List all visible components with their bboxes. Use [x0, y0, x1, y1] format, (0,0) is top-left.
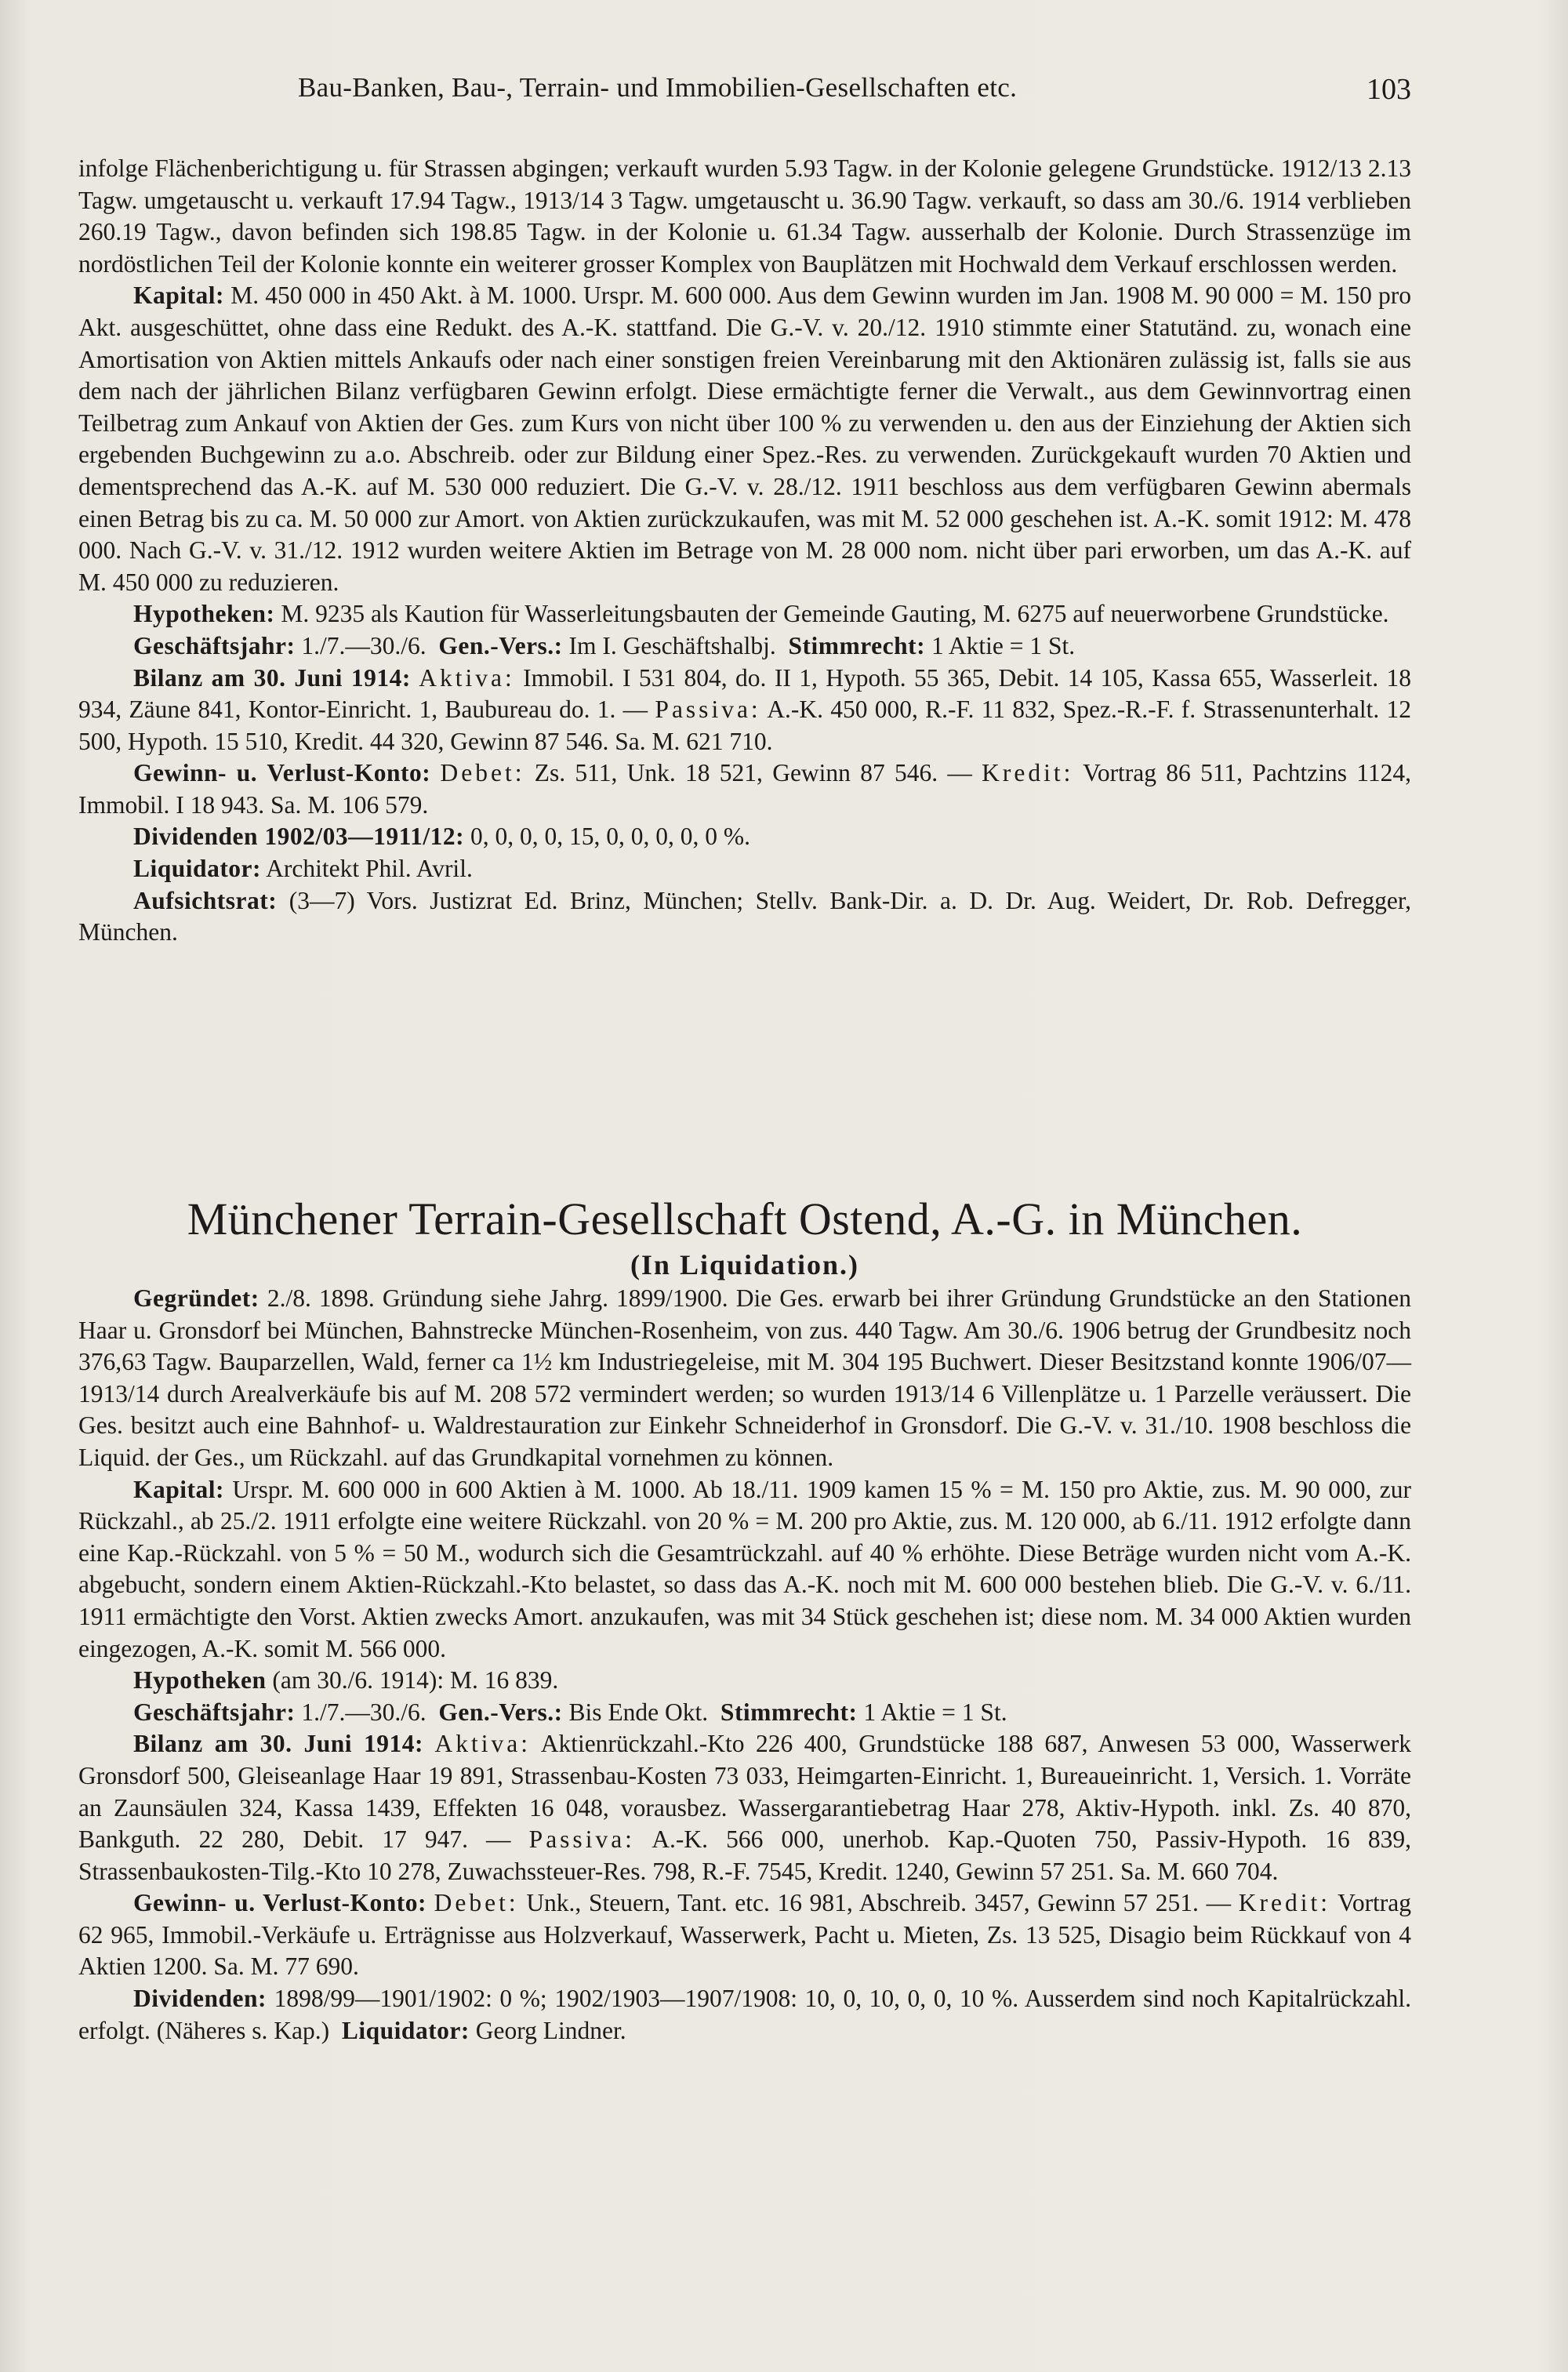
- genvers-label: Gen.-Vers.:: [438, 1698, 563, 1726]
- bilanz-label: Bilanz am 30. Juni 1914:: [133, 1730, 423, 1758]
- guv-label: Gewinn- u. Verlust-Konto:: [133, 759, 431, 787]
- aufsichtsrat-paragraph: [78, 885, 1411, 949]
- page-header: [0, 72, 1568, 119]
- page-number: 103: [1367, 73, 1411, 106]
- guv-paragraph: [78, 757, 1411, 821]
- stimmrecht-text: 1 Aktie = 1 St.: [863, 1698, 1007, 1726]
- kredit-label: Kredit:: [982, 759, 1074, 787]
- stimmrecht-text: 1 Aktie = 1 St.: [931, 631, 1076, 659]
- geschaeftsjahr-text: 1./7.—30./6.: [301, 631, 426, 659]
- section-ostend-company: [78, 1192, 1411, 2047]
- genvers-text: Im I. Geschäftshalbj.: [568, 631, 776, 659]
- stimmrecht-label: Stimmrecht:: [788, 631, 926, 659]
- land-report-paragraph: infolge Flächenberichtigung u. für Strassen abgingen; verkauft wurden 5.93 Tagw. in der Kolonie gelegene Grundstücke. 1912/13 2.13 Tagw. umgetauscht u. verkauft 17.94 Tagw., 1913/14 3 Tagw. umgetauscht u. 36.90 Tagw. verkauft, so dass am 30./6. 1914 verblieben 260.19 Tagw., davon befinden sich 198.85 Tagw. in der Kolonie u. 61.34 Tagw. ausserhalb der Kolonie. Durch Strassenzüge im nordöstlichen Teil der Kolonie konnte ein weiterer grosser Komplex von Bauplätzen mit Hochwald dem Verkauf erschlossen werden.: [78, 154, 1411, 278]
- kapital-paragraph: [78, 280, 1411, 598]
- hypotheken-paragraph: [78, 1665, 1411, 1697]
- kapital-label: Kapital:: [133, 1475, 225, 1503]
- debet-label: Debet:: [440, 759, 525, 787]
- geschaeftsjahr-label: Geschäftsjahr:: [133, 631, 296, 659]
- passiva-text: A.-K. 566 000, unerhob. Kap.-Quoten 750, Passiv-Hypoth. 16 839, Strassenbaukosten-Tilg.-Kto 10 278, Zuwachssteuer-Res. 798, R.-F. 7545, Kredit. 1240, Gewinn 57 251. Sa. M. 660 704.: [78, 1825, 1412, 1885]
- dividenden-label: Dividenden:: [133, 1985, 267, 2013]
- debet-label: Debet:: [434, 1889, 519, 1917]
- aufsichtsrat-label: Aufsichtsrat:: [133, 886, 278, 914]
- bilanz-paragraph: [78, 663, 1411, 758]
- guv-paragraph: [78, 1887, 1411, 1983]
- hypotheken-text: (am 30./6. 1914): M. 16 839.: [272, 1666, 559, 1695]
- guv-label: Gewinn- u. Verlust-Konto:: [133, 1889, 426, 1917]
- dividenden-paragraph: [78, 1983, 1411, 2047]
- passiva-label: Passiva:: [655, 696, 761, 724]
- liquidator-label: Liquidator:: [133, 855, 262, 883]
- dividenden-label: Dividenden 1902/03—1911/12:: [133, 823, 465, 851]
- stimmrecht-label: Stimmrecht:: [720, 1698, 858, 1726]
- gegruendet-paragraph: [78, 1283, 1411, 1474]
- fiscal-year-line: [78, 630, 1411, 663]
- kredit-label: Kredit:: [1238, 1889, 1331, 1917]
- section-previous-company: [78, 153, 1411, 949]
- gegruendet-text: 2./8. 1898. Gründung siehe Jahrg. 1899/1900. Die Ges. erwarb bei ihrer Gründung Grundstücke an den Stationen Haar u. Gronsdorf bei München, Bahnstrecke München-Rosenheim, von zus. 440 Tagw. Am 30./6. 1906 betrug der Grundbesitz noch 376,63 Tagw. Bauparzellen, Wald, ferner ca 1½ km Industriegeleise, mit M. 304 195 Buchwert. Dieser Besitzstand konnte 1906/07—1913/14 durch Arealverkäufe bis auf M. 208 572 vermindert werden; so wurden 1913/14 6 Villenplätze u. 1 Parzelle veräussert. Die Ges. besitzt auch eine Bahnhof- u. Waldrestauration zur Einkehr Schneiderhof in Gronsdorf. Die G.-V. v. 31./10. 1908 beschloss die Liquid. der Ges., um Rückzahl. auf das Grundkapital vornehmen zu können.: [78, 1284, 1411, 1471]
- hypotheken-label: Hypotheken:: [133, 600, 275, 628]
- fiscal-year-line: [78, 1697, 1411, 1729]
- kapital-text: Urspr. M. 600 000 in 600 Aktien à M. 1000. Ab 18./11. 1909 kamen 15 % = M. 150 pro Aktie, zus. M. 90 000, zur Rückzahl., ab 25./2. 1911 erfolgte eine weitere Rückzahl. von 20 % = M. 200 pro Aktie, zus. M. 120 000, ab 6./11. 1912 erfolgte dann eine Kap.-Rückzahl. von 5 % = 50 M., wodurch sich die Gesamtrückzahl. auf 40 % erhöhte. Diese Beträge wurden nicht vom A.-K. abgebucht, sondern einem Aktien-Rückzahl.-Kto belastet, so dass das A.-K. noch mit M. 600 000 bestehen blieb. Die G.-V. v. 6./11. 1911 ermächtigte den Vorst. Aktien zwecks Amort. anzukaufen, was mit 34 Stück geschehen ist; diese nom. M. 34 000 Aktien wurden eingezogen, A.-K. somit M. 566 000.: [78, 1475, 1411, 1662]
- company-title: Münchener Terrain-Gesellschaft Ostend, A.-G. in München.: [187, 1193, 1303, 1244]
- kredit-text: Vortrag 86 511, Pachtzins 1124, Immobil. I 18 943. Sa. M. 106 579.: [78, 759, 1412, 819]
- liquidator-paragraph: [78, 853, 1411, 885]
- liquidator-label: Liquidator:: [341, 2016, 470, 2044]
- bilanz-label: Bilanz am 30. Juni 1914:: [133, 663, 411, 692]
- running-head: Bau-Banken, Bau-, Terrain- und Immobilien-Gesellschaften etc.: [298, 72, 1018, 103]
- debet-text: Zs. 511, Unk. 18 521, Gewinn 87 546. —: [534, 759, 972, 787]
- aufsichtsrat-text: (3—7) Vors. Justizrat Ed. Brinz, München; Stellv. Bank-Dir. a. D. Dr. Aug. Weidert, Dr. Rob. Defregger, München.: [78, 886, 1411, 946]
- geschaeftsjahr-label: Geschäftsjahr:: [133, 1698, 296, 1726]
- liquidation-status: (In Liquidation.): [630, 1249, 860, 1280]
- genvers-label: Gen.-Vers.:: [438, 631, 563, 659]
- debet-text: Unk., Steuern, Tant. etc. 16 981, Abschreib. 3457, Gewinn 57 251. —: [526, 1889, 1232, 1917]
- geschaeftsjahr-text: 1./7.—30./6.: [301, 1698, 426, 1726]
- aktiva-text: Immobil. I 531 804, do. II 1, Hypoth. 55 365, Debit. 14 105, Kassa 655, Wasserleit. 18 934, Zäune 841, Kontor-Einricht. 1, Baubureau do. 1. —: [78, 663, 1412, 724]
- aktiva-label: Aktiva:: [419, 663, 515, 692]
- passiva-text: A.-K. 450 000, R.-F. 11 832, Spez.-R.-F. f. Strassenunterhalt. 12 500, Hypoth. 15 510, Kredit. 44 320, Gewinn 87 546. Sa. M. 621 710.: [78, 696, 1412, 755]
- dividenden-text: 1898/99—1901/1902: 0 %; 1902/1903—1907/1908: 10, 0, 10, 0, 0, 10 %. Ausserdem sind noch Kapitalrückzahl. erfolgt. (Näheres s. Kap.): [78, 1985, 1412, 2044]
- kapital-text: M. 450 000 in 450 Akt. à M. 1000. Urspr. M. 600 000. Aus dem Gewinn wurden im Jan. 1908 M. 90 000 = M. 150 pro Akt. ausgeschüttet, ohne dass eine Redukt. des A.-K. stattfand. Die G.-V. v. 20./12. 1910 stimmte einer Statutänd. zu, wonach eine Amortisation von Aktien mittels Ankaufs oder nach einer sonstigen freien Vereinbarung mit den Aktionären zulässig ist, falls sie aus dem nach der jährlichen Bilanz verfügbaren Gewinn erfolgt. Diese ermächtigte ferner die Verwalt., aus dem Gewinnvortrag einen Teilbetrag zum Ankauf von Aktien der Ges. zum Kurs von nicht über 100 % zu verwenden u. den aus der Einziehung der Aktien sich ergebenden Buchgewinn zu a.o. Abschreib. oder zur Bildung einer Spez.-Res. zu verwenden. Zurückgekauft wurden 70 Aktien und dementsprechend das A.-K. auf M. 530 000 reduziert. Die G.-V. v. 28./12. 1911 beschloss aus dem verfügbaren Gewinn abermals einen Betrag bis zu ca. M. 50 000 zur Amort. von Aktien zurückzukaufen, was mit M. 52 000 geschehen ist. A.-K. somit 1912: M. 478 000. Nach G.-V. v. 31./12. 1912 wurden weitere Aktien im Betrage von M. 28 000 nom. nicht über pari erworben, um das A.-K. auf M. 450 000 zu reduzieren.: [78, 282, 1412, 596]
- kapital-paragraph: [78, 1474, 1411, 1665]
- hypotheken-text: M. 9235 als Kaution für Wasserleitungsbauten der Gemeinde Gauting, M. 6275 auf neuerworbene Grundstücke.: [281, 600, 1389, 628]
- kredit-text: Vortrag 62 965, Immobil.-Verkäufe u. Erträgnisse aus Holzverkauf, Wasserwerk, Pacht u. Mieten, Zs. 13 525, Disagio beim Rückkauf von 4 Aktien 1200. Sa. M. 77 690.: [78, 1889, 1412, 1981]
- bilanz-paragraph: [78, 1728, 1411, 1887]
- hypotheken-paragraph: [78, 598, 1411, 630]
- genvers-text: Bis Ende Okt.: [568, 1698, 709, 1726]
- kapital-label: Kapital:: [133, 282, 225, 310]
- dividenden-paragraph: [78, 821, 1411, 853]
- gegruendet-label: Gegründet:: [133, 1284, 260, 1312]
- liquidator-text: Georg Lindner.: [475, 2016, 626, 2044]
- aktiva-label: Aktiva:: [434, 1730, 531, 1758]
- passiva-label: Passiva:: [528, 1825, 635, 1854]
- hypotheken-label: Hypotheken: [133, 1666, 267, 1695]
- liquidator-text: Architekt Phil. Avril.: [266, 855, 473, 883]
- aktiva-text: Aktienrückzahl.-Kto 226 400, Grundstücke 188 687, Anwesen 53 000, Wasserwerk Gronsdorf 500, Gleiseanlage Haar 19 891, Strassenbau-Kosten 73 033, Heimgarten-Einricht. 1, Bureaueinricht. 1, Versich. 1. Vorräte an Zaunsäulen 324, Kassa 1439, Effekten 16 048, vorausbez. Wassergarantiebetrag Haar 278, Aktiv-Hypoth. inkl. Zs. 40 870, Bankguth. 22 280, Debit. 17 947. —: [78, 1730, 1412, 1854]
- dividenden-text: 0, 0, 0, 0, 15, 0, 0, 0, 0, 0 %.: [470, 823, 751, 851]
